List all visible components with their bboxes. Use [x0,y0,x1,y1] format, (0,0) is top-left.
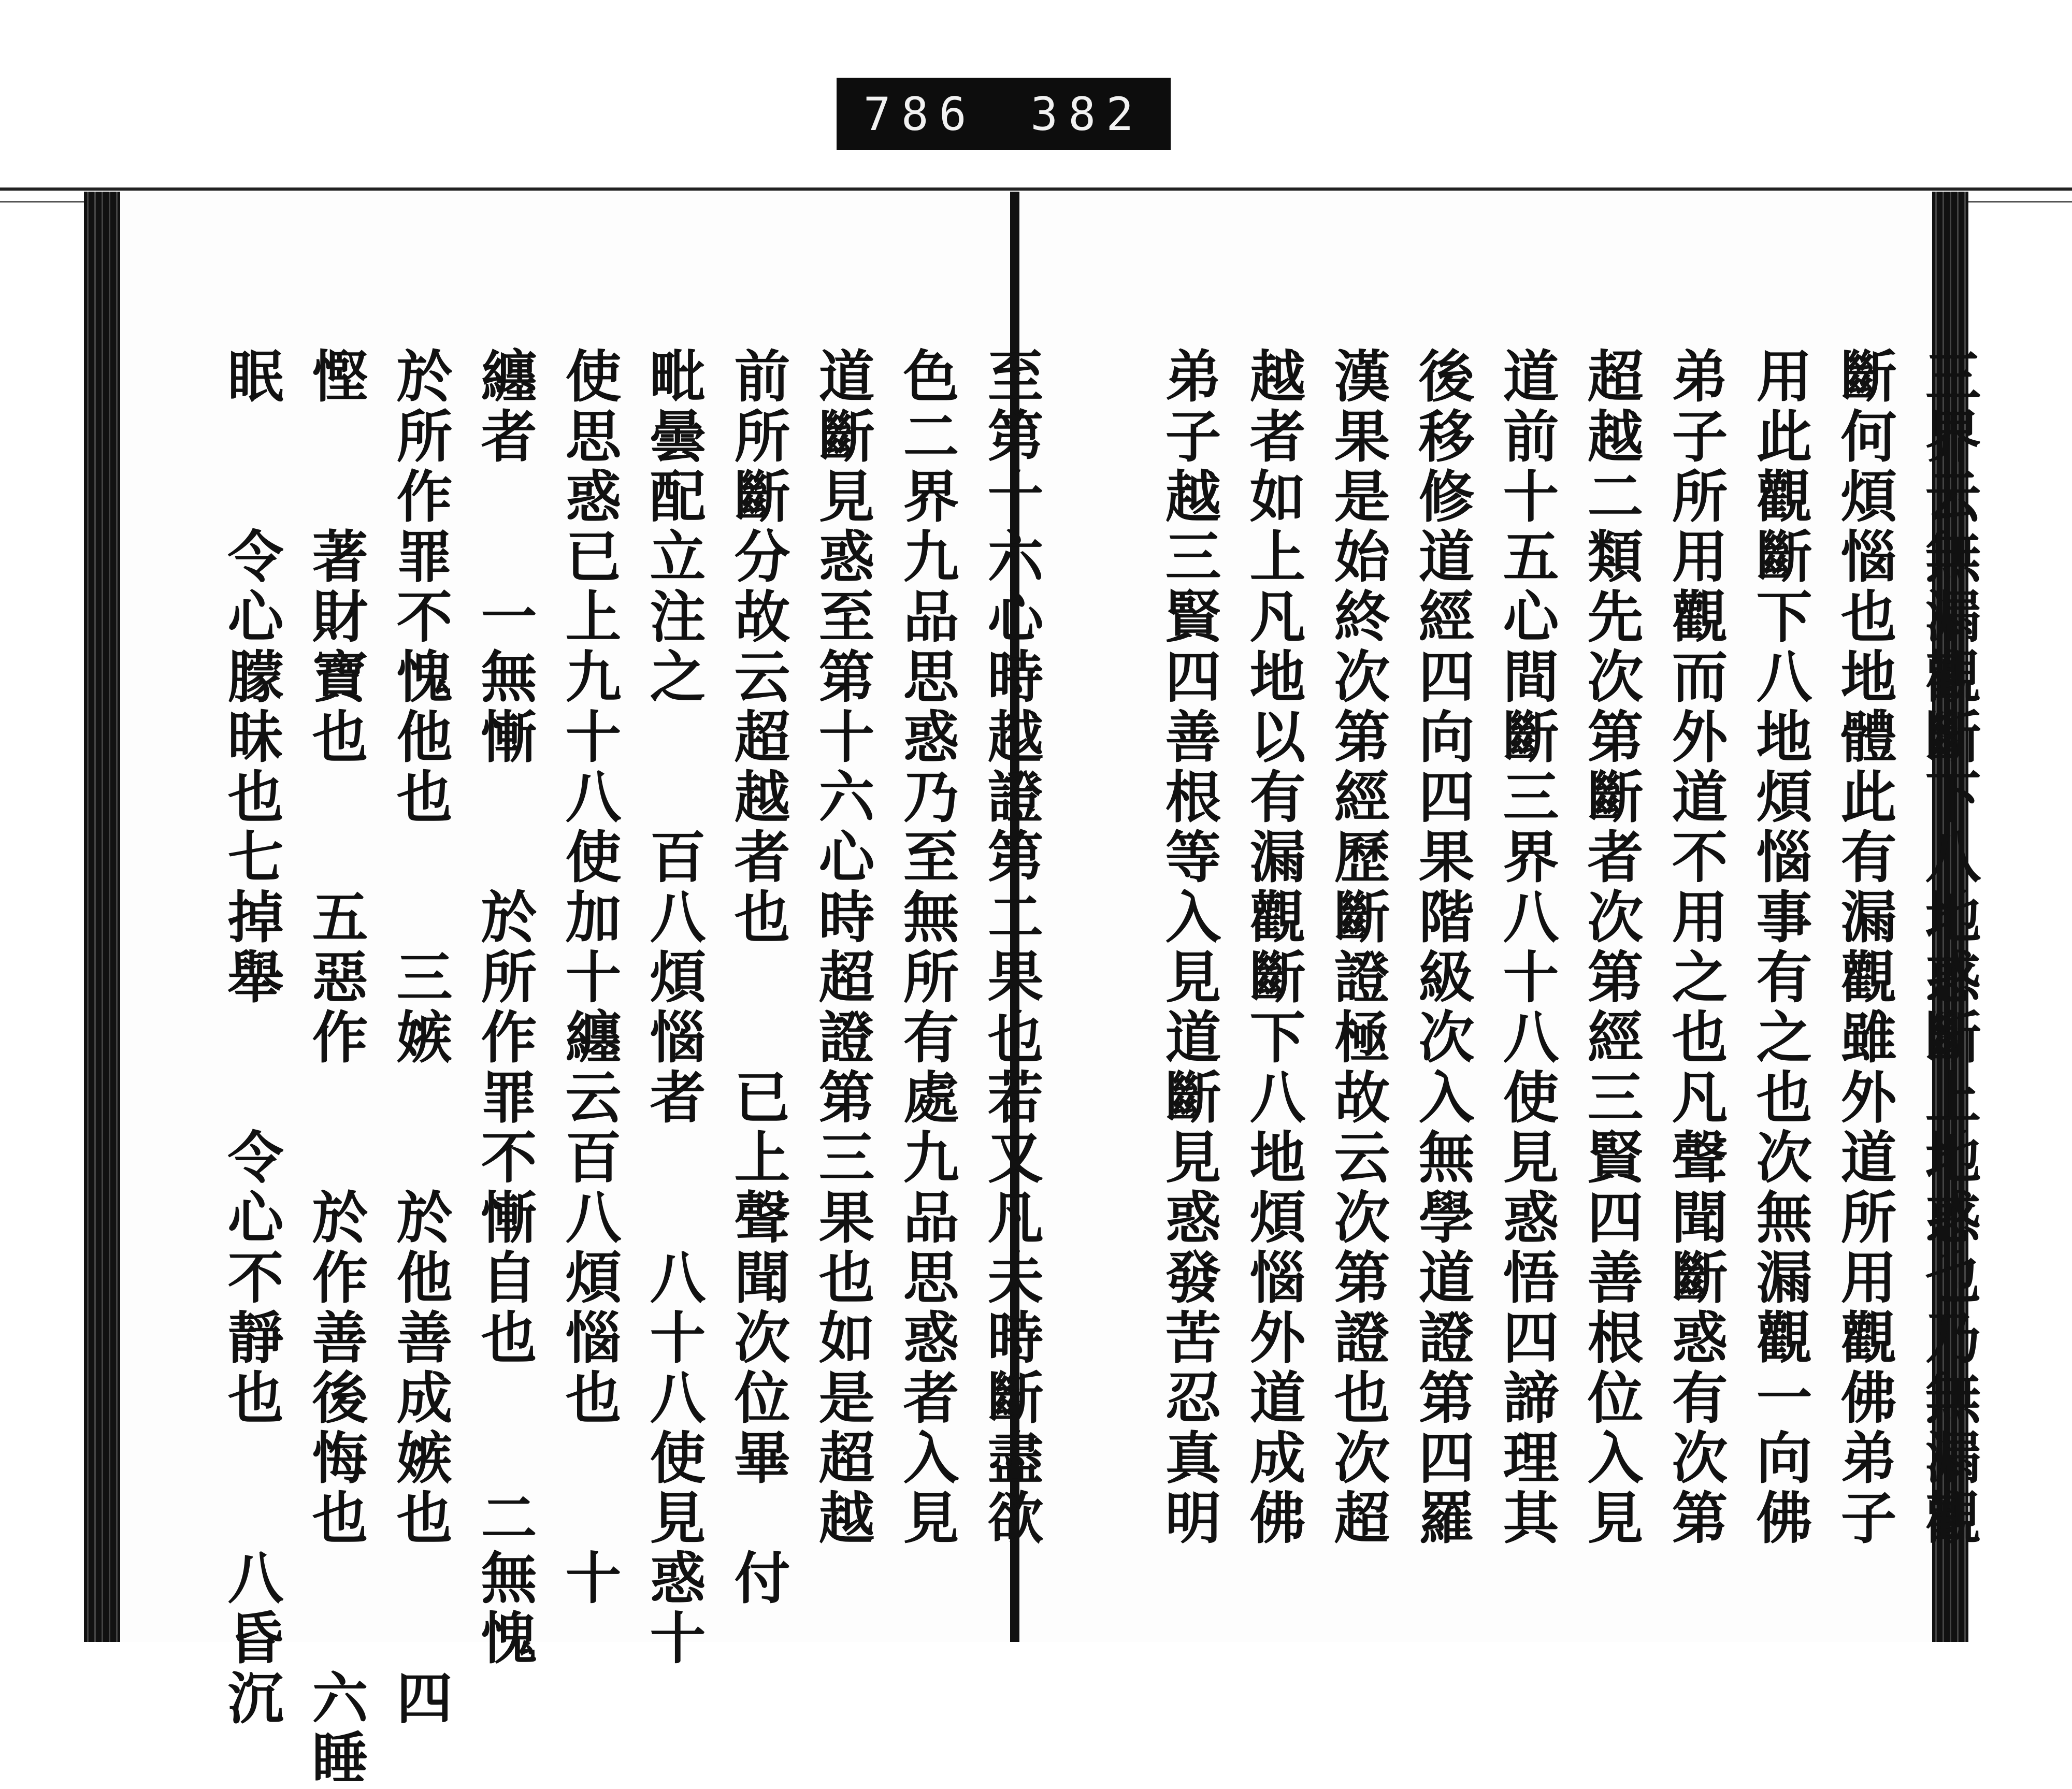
text-column: 道斷見惑至第十六心時超證第三果也如是超越 [809,347,874,1549]
scan-number-left: 786 [863,87,977,141]
text-column: 斷何煩惱也地體此有漏觀雖外道所用觀佛弟子 [1831,347,1896,1549]
text-column: 毗曇配立注之 百八煩惱者 八十八使見惑十 [640,347,706,1669]
left-page-text [137,347,1043,1789]
text-column: 後移修道經四向四果階級次入無學道證第四羅 [1409,347,1474,1549]
left-page-edge [84,192,120,1642]
text-column: 眠 令心朦昧也七掉舉 令心不靜也 八昏沉 [218,347,283,1729]
open-book [88,192,1981,1789]
text-column: 用此觀斷下八地煩惱事有之也次無漏觀一向佛 [1747,347,1812,1549]
frame-top-rule [0,187,2072,191]
text-column: 漢果是始終次第經歷斷證極故云次第證也次超 [1325,347,1390,1549]
text-column: 三界云無漏觀斷下八地惑斷上地惑也乃無漏觀 [1916,347,1981,1549]
scan-number-label [837,78,1171,150]
text-column: 越者如上凡地以有漏觀斷下八地煩惱外道成佛 [1240,347,1305,1549]
text-column: 弟子所用觀而外道不用之也凡聲聞斷惑有次第 [1662,347,1728,1549]
text-column: 道前十五心間斷三界八十八使見惑悟四諦理其 [1493,347,1559,1549]
scan-number-right: 382 [1030,87,1144,141]
text-column: 纏者 一無慚 於所作罪不慚自也 二無愧 [471,347,537,1669]
text-column: 於所作罪不愧他也 三嫉 於他善成嫉也 四 [387,347,452,1729]
text-column: 弟子越三賢四善根等入見道斷見惑發苦忍真明 [1156,347,1221,1549]
text-column: 前所斷分故云超越者也 已上聲聞次位畢 付 [725,347,790,1609]
text-column: 色二界九品思惑乃至無所有處九品思惑者入見 [894,347,959,1549]
text-column: 至第十六心時越證第二果也若又凡夫時斷盡欲 [978,347,1043,1549]
text-column: 使思惑已上九十八使加十纏云百八煩惱也 十 [556,347,621,1609]
text-column: 慳 著財寶也 五惡作 於作善後悔也 六睡 [303,347,368,1789]
right-page-text [1075,347,1981,1590]
text-column: 超越二類先次第斷者次第經三賢四善根位入見 [1578,347,1643,1549]
